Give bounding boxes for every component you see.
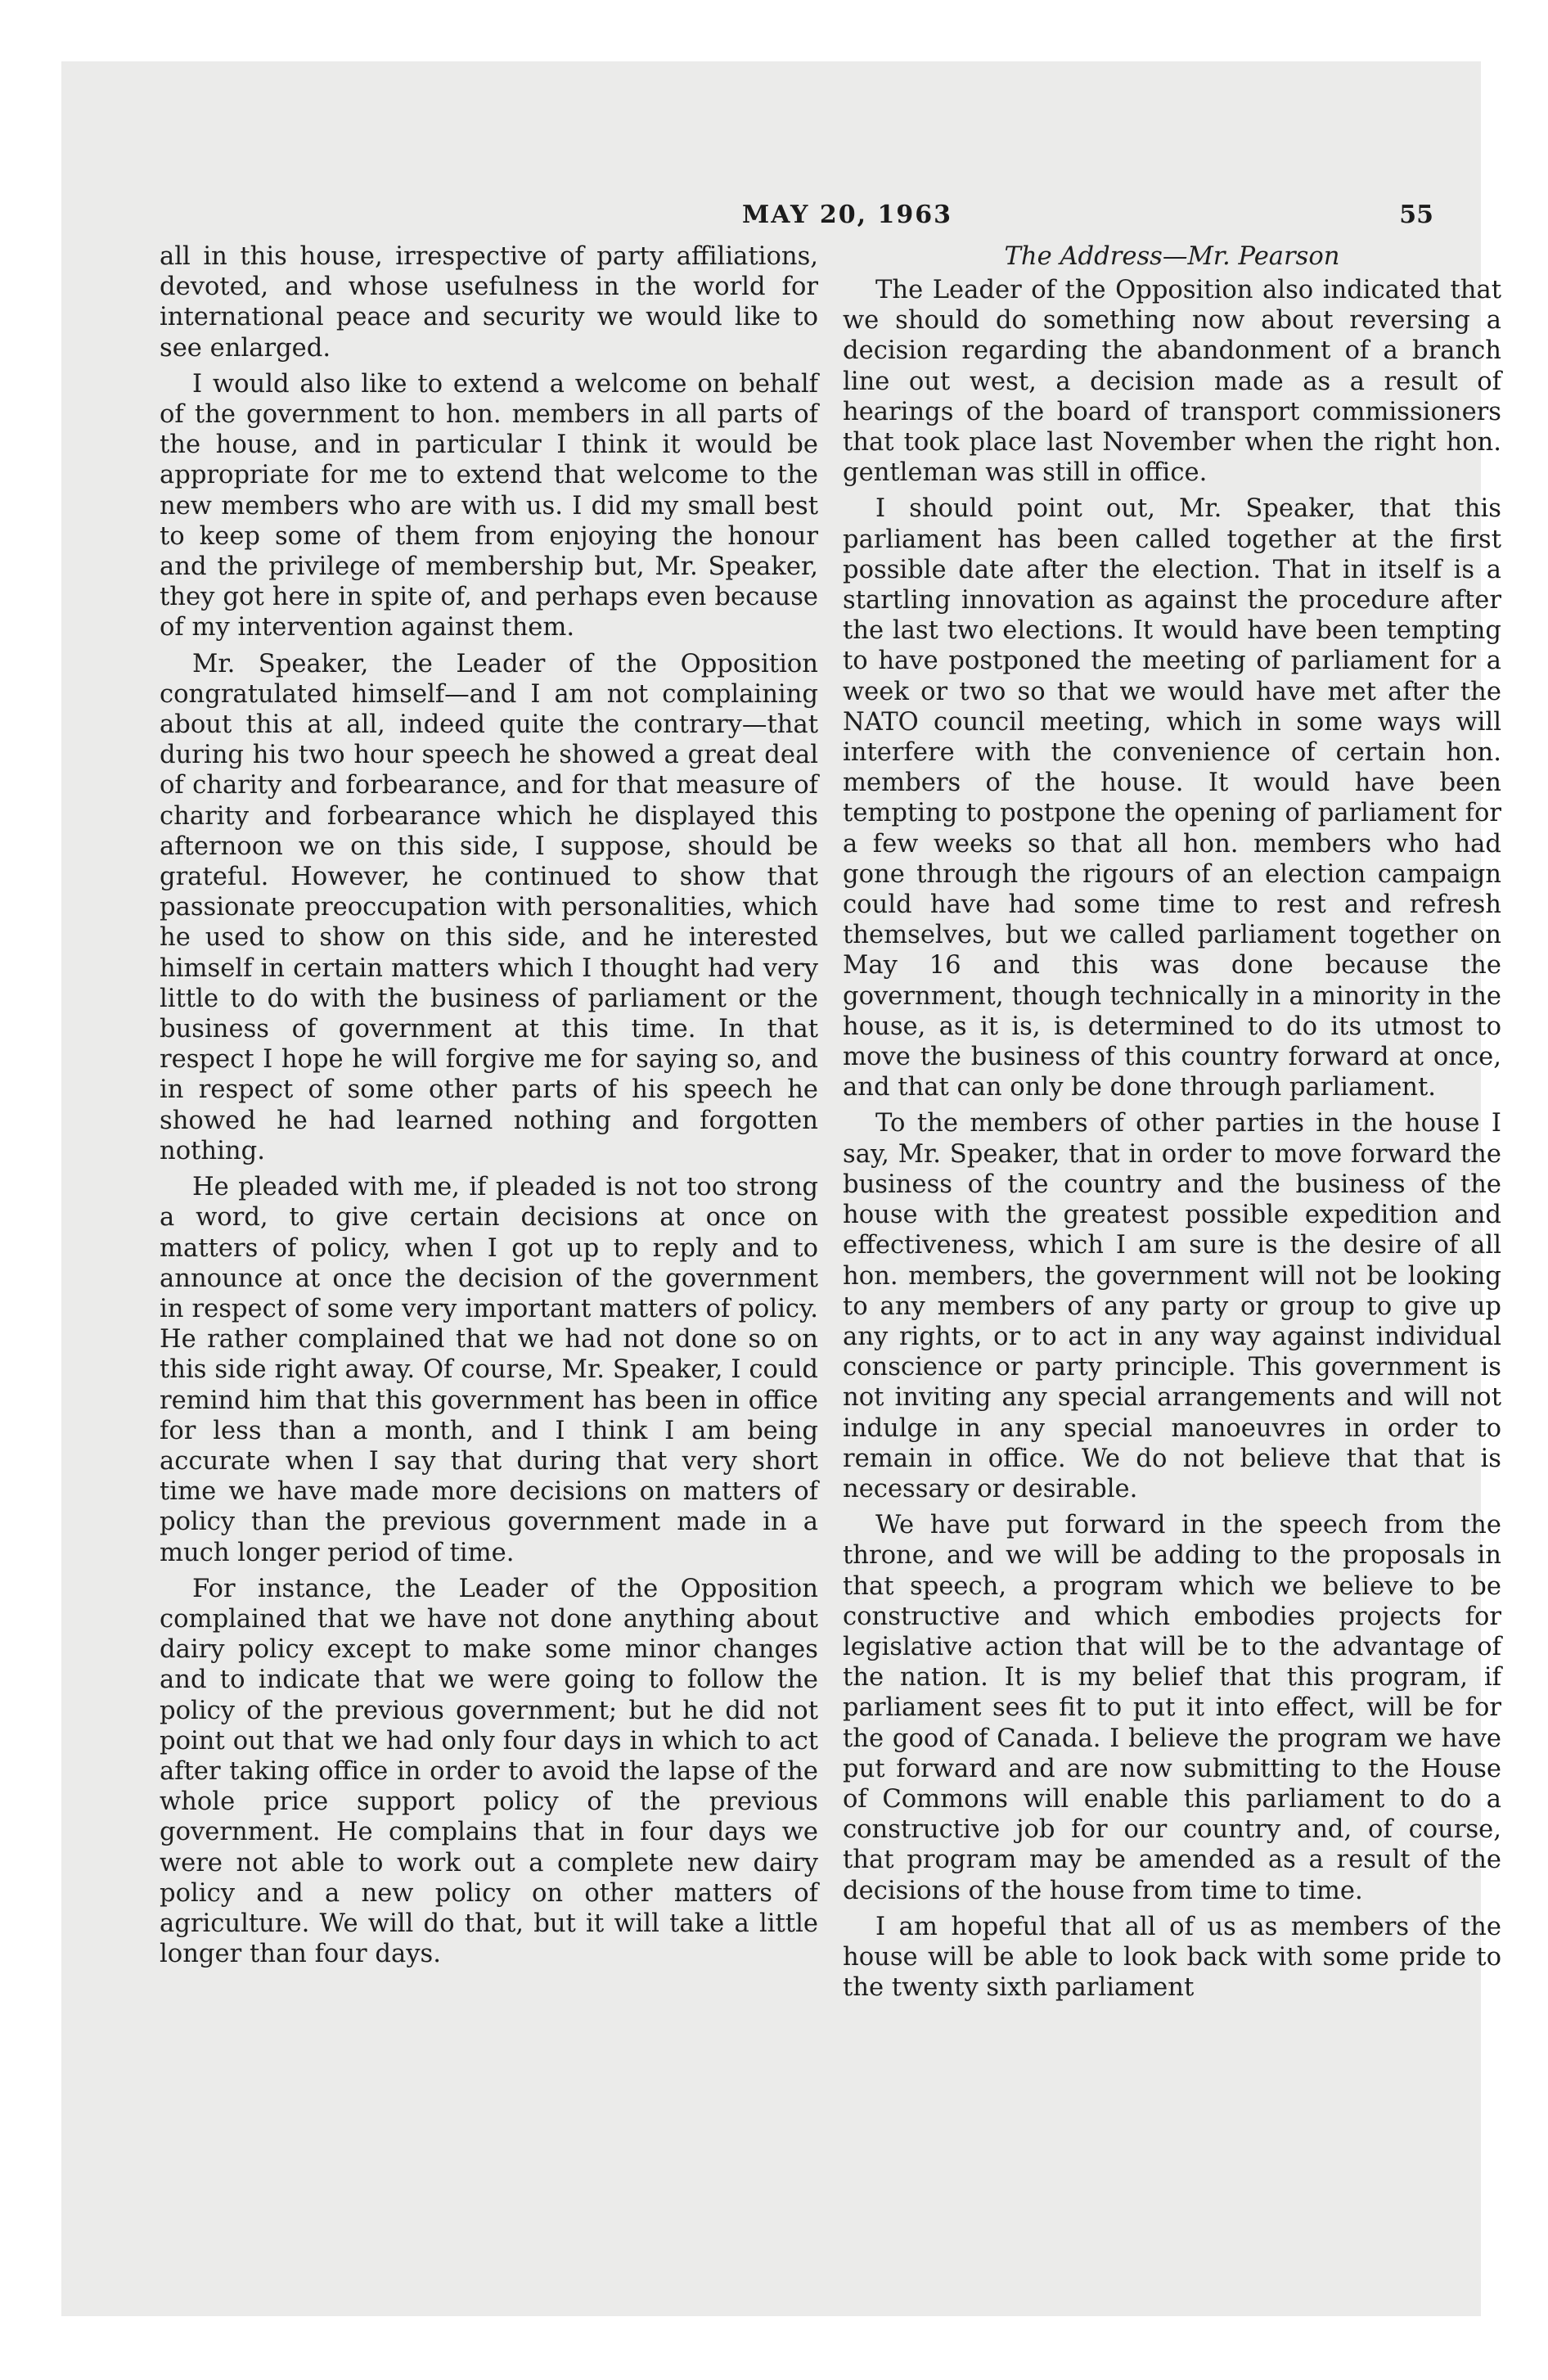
page-date: MAY 20, 1963	[742, 201, 952, 229]
paragraph: Mr. Speaker, the Leader of the Opposition congratulated himself—and I am not complaining about this at all, indeed quite the contrary—that during his two hour speech he showed a great deal of charity and forbearance, and for that measure of charity and forbearance which he displayed this afternoon we on this side, I suppose, should be grateful. However, he continued to show that passionate preoccupation with personalities, which he used to show on this side, and he interested himself in certain matters which I thought had very little to do with the business of parliament or the business of government at this time. In that respect I hope he will forgive me for saying so, and in respect of some other parts of his speech he showed he had learned nothing and forgotten nothing.	[160, 649, 818, 1165]
paragraph: He pleaded with me, if pleaded is not too strong a word, to give certain decisions at once on matters of policy, when I got up to reply and to announce at once the decision of the government in respect of some very important matters of policy. He rather complained that we had not done so on this side right away. Of course, Mr. Speaker, I could remind him that this government has been in office for less than a month, and I think I am being accurate when I say that during that very short time we have made more decisions on matters of policy than the previous government made in a much longer period of time.	[160, 1173, 818, 1567]
paragraph: I would also like to extend a welcome on behalf of the government to hon. members in all parts of the house, and in particular I think it would be appropriate for me to extend that welcome to the new members who are with us. I did my small best to keep some of them from enjoying the honour and the privilege of membership but, Mr. Speaker, they got here in spite of, and perhaps even because of my intervention against them.	[160, 369, 818, 642]
paragraph: The Leader of the Opposition also indicated that we should do something now about reversing a decision regarding the abandonment of a branch line out west, a decision made as a result of hearings of the board of transport commissioners that took place last November when the right hon. gentleman was still in office.	[843, 276, 1501, 488]
paragraph: I am hopeful that all of us as members of the house will be able to look back with some pride to the twenty sixth parliament	[843, 1912, 1501, 2003]
left-column	[160, 241, 818, 1975]
right-column	[843, 241, 1501, 2008]
paragraph: For instance, the Leader of the Opposition complained that we have not done anything about dairy policy except to make some minor changes and to indicate that we were going to follow the policy of the previous government; but he did not point out that we had only four days in which to act after taking office in order to avoid the lapse of the whole price support policy of the previous government. He complains that in four days we were not able to work out a complete new dairy policy and a new policy on other matters of agriculture. We will do that, but it will take a little longer than four days.	[160, 1574, 818, 1969]
paragraph: To the members of other parties in the house I say, Mr. Speaker, that in order to move forward the business of the country and the business of the house with the greatest possible expedition and effectiveness, which I am sure is the desire of all hon. members, the government will not be looking to any members of any party or group to give up any rights, or to act in any way against individual conscience or party principle. This government is not inviting any special arrangements and will not indulge in any special manoeuvres in order to remain in office. We do not believe that that is necessary or desirable.	[843, 1109, 1501, 1503]
paragraph: We have put forward in the speech from the throne, and we will be adding to the proposals in that speech, a program which we believe to be constructive and which embodies projects for legislative action that will be to the advantage of the nation. It is my belief that this program, if parliament sees fit to put it into effect, will be for the good of Canada. I believe the program we have put forward and are now submitting to the House of Commons will enable this parliament to do a constructive job for our country and, of course, that program may be amended as a result of the decisions of the house from time to time.	[843, 1511, 1501, 1905]
page-header	[61, 201, 1481, 233]
scanned-page	[61, 61, 1501, 2316]
running-head: The Address—Mr. Pearson	[1004, 242, 1340, 271]
page-number: 55	[1399, 201, 1433, 229]
paragraph: all in this house, irrespective of party affiliations, devoted, and whose usefulness in the world for international peace and security we would like to see enlarged.	[160, 242, 818, 363]
paragraph: I should point out, Mr. Speaker, that this parliament has been called together at the first possible date after the election. That in itself is a startling innovation as against the procedure after the last two elections. It would have been tempting to have postponed the meeting of parliament for a week or two so that we would have met after the NATO council meeting, which in some ways will interfere with the convenience of certain hon. members of the house. It would have been tempting to postpone the opening of parliament for a few weeks so that all hon. members who had gone through the rigours of an election campaign could have had some time to rest and refresh themselves, but we called parliament together on May 16 and this was done because the government, though technically in a minority in the house, as it is, is determined to do its utmost to move the business of this country forward at once, and that can only be done through parliament.	[843, 494, 1501, 1102]
